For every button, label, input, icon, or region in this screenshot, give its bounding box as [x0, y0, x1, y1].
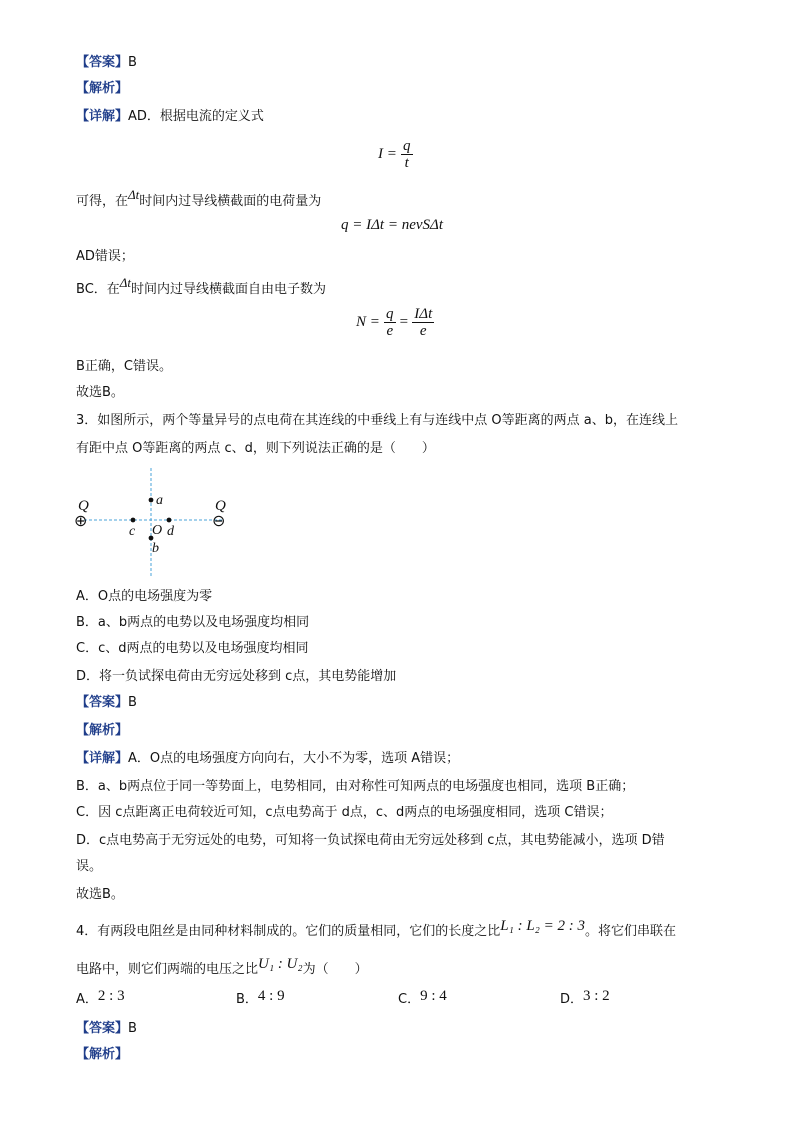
text-row-2: [76, 187, 322, 211]
q4-option-b: [236, 990, 285, 1009]
question-3-stem-line-2: 有距中点 O等距离的两点 c、d，则下列说法正确的是（ ）: [76, 441, 435, 456]
answer-row-q3: [76, 694, 137, 712]
length-ratio: L₁ : L₂ = 2 : 3: [500, 918, 586, 934]
q4-option-c: [398, 990, 447, 1009]
detail-row-1: [76, 108, 264, 126]
equals: =: [399, 314, 409, 330]
detail-row-b: B．a、b两点位于同一等势面上，电势相同，由对称性可知两点的电场强度也相同，选项 B正确；: [76, 779, 635, 794]
point-c-dot: [131, 518, 136, 523]
analysis-tag: 【解析】: [76, 723, 129, 738]
option-value: 9 : 4: [420, 988, 447, 1004]
text: BC．在: [76, 282, 120, 297]
option-c: C．c、d两点的电势以及电场强度均相同: [76, 641, 309, 656]
text: 时间内过导线横截面的电荷量为: [139, 194, 322, 209]
detail-row-a: [76, 750, 459, 768]
detail-tag: 【详解】: [76, 751, 129, 766]
answer-row-q2: [76, 54, 137, 72]
text: 电路中，则它们两端的电压之比: [76, 962, 259, 977]
text-row-4: [76, 275, 327, 299]
point-a-label: a: [156, 493, 163, 508]
text-row-5: B正确，C错误。: [76, 359, 172, 374]
equation-current-definition: [378, 138, 413, 171]
fraction-1: [384, 306, 396, 339]
right-charge-label: Q: [215, 498, 226, 514]
math-delta-t: Δt: [128, 187, 140, 202]
question-4-stem-line-2: [76, 956, 368, 979]
eq-lhs: I =: [378, 146, 397, 162]
left-charge-sign: ⊕: [74, 513, 88, 530]
denominator: e: [386, 323, 394, 339]
text-row-3: AD错误；: [76, 249, 134, 264]
question-4-stem-line-1: [76, 918, 677, 941]
text: 。将它们串联在: [585, 924, 677, 939]
equation-electron-count: [356, 306, 434, 339]
option-b: B．a、b两点的电势以及电场强度均相同: [76, 615, 310, 630]
point-a-dot: [149, 498, 154, 503]
fraction: [401, 138, 413, 171]
text: 4．有两段电阻丝是由同种材料制成的。它们的质量相同，它们的长度之比: [76, 924, 501, 939]
equation-charge: q = IΔt = nevSΔt: [341, 217, 443, 233]
option-letter: B．: [236, 992, 258, 1007]
point-b-label: b: [152, 541, 159, 556]
analysis-tag: 【解析】: [76, 81, 129, 96]
answer-row-q4: [76, 1020, 137, 1038]
option-value: 3 : 2: [583, 988, 610, 1004]
charge-diagram: [72, 466, 242, 578]
right-charge-sign: ⊖: [212, 513, 226, 530]
answer-value: B: [128, 55, 137, 70]
point-o-label: O: [152, 523, 163, 538]
denominator: e: [419, 323, 427, 339]
detail-tag: 【详解】: [76, 109, 129, 124]
eq-lhs: N =: [356, 314, 380, 330]
math-delta-t: Δt: [119, 275, 132, 290]
text-row-6: 故选B。: [76, 385, 124, 400]
option-letter: D．: [560, 992, 584, 1007]
detail-row-conclusion: 故选B。: [76, 887, 124, 902]
detail-row-c: C．因 c点距离正电荷较近可知，c点电势高于 d点，c、d两点的电场强度相同，选项 C错误；: [76, 805, 613, 820]
detail-text: A．O点的电场强度方向向右，大小不为零，选项 A错误；: [128, 751, 460, 766]
option-d: D．将一负试探电荷由无穷远处移到 c点，其电势能增加: [76, 669, 397, 684]
denominator: t: [404, 155, 409, 171]
point-d-label: d: [167, 524, 174, 539]
question-3-stem-line-1: 3．如图所示，两个等量异号的点电荷在其连线的中垂线上有与连线中点 O等距离的两点 a、b，在连线上: [76, 413, 678, 428]
fraction-2: [412, 306, 434, 339]
answer-value: B: [128, 695, 137, 710]
option-a: A．O点的电场强度为零: [76, 589, 213, 604]
q4-option-d: [560, 990, 610, 1009]
numerator: IΔt: [414, 306, 433, 322]
text: 为（ ）: [302, 962, 368, 977]
q4-option-a: [76, 990, 125, 1009]
analysis-tag: 【解析】: [76, 1047, 129, 1062]
text: 时间内过导线横截面自由电子数为: [131, 282, 327, 297]
option-value: 2 : 3: [97, 988, 125, 1004]
answer-value: B: [128, 1021, 137, 1036]
point-c-label: c: [129, 524, 136, 539]
detail-row-d-cont: 误。: [76, 859, 103, 874]
answer-tag: 【答案】: [76, 1021, 129, 1036]
numerator: q: [403, 138, 411, 154]
answer-tag: 【答案】: [76, 55, 129, 70]
option-letter: C．: [398, 992, 421, 1007]
detail-row-d: D．c点电势高于无穷远处的电势，可知将一负试探电荷由无穷远处移到 c点，其电势能减小，选项 D错: [76, 833, 665, 848]
point-d-dot: [167, 518, 172, 523]
left-charge-label: Q: [78, 498, 89, 514]
text: 可得，在: [76, 194, 129, 209]
numerator: q: [386, 306, 394, 322]
answer-tag: 【答案】: [76, 695, 129, 710]
detail-text: AD．根据电流的定义式: [128, 109, 264, 124]
option-letter: A．: [76, 992, 98, 1007]
voltage-ratio: U₁ : U₂: [258, 956, 303, 972]
option-value: 4 : 9: [257, 988, 285, 1004]
